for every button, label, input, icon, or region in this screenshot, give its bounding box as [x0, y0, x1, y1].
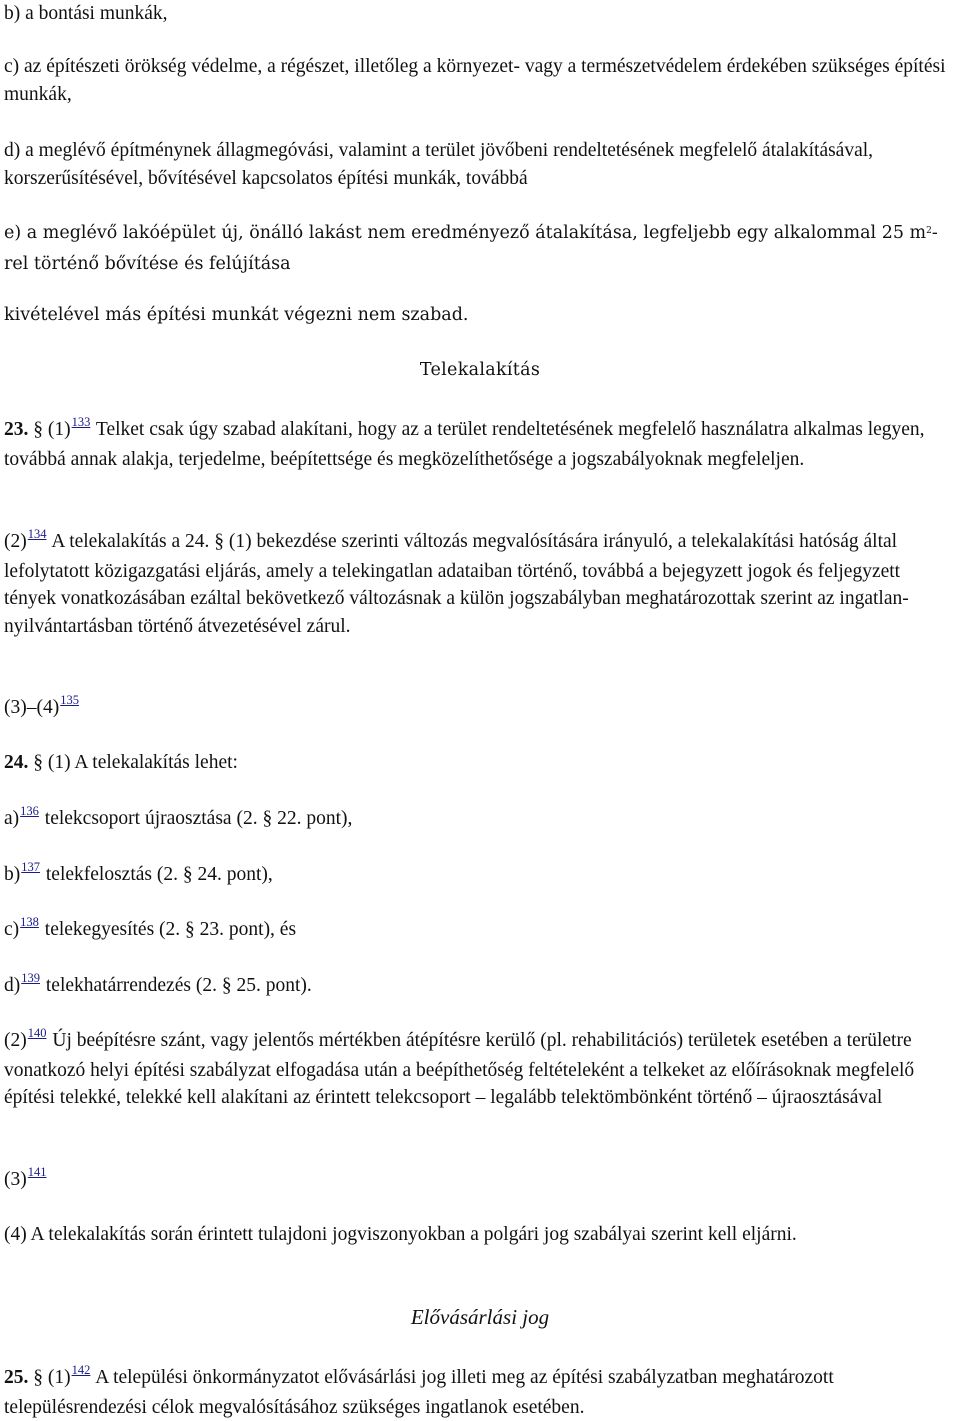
- item-text: telekhatárrendezés (2. § 25. pont).: [45, 975, 312, 996]
- section-number: 25.: [4, 1367, 29, 1388]
- section-24-paragraph-2: [4, 1027, 956, 1112]
- footnote-link-137[interactable]: 137: [21, 860, 40, 874]
- list-item-e-text: e) a meglévő lakóépület új, önálló lakást nem eredményező átalakítása, legfeljebb egy alkalommal 25 m: [4, 223, 927, 243]
- item-lead: c): [4, 919, 20, 940]
- paragraph-text: § (1) A telekalakítás lehet:: [33, 752, 238, 773]
- section-23-paragraph-2: [4, 528, 956, 640]
- item-lead: b): [4, 864, 21, 885]
- list-item-c2: [4, 916, 956, 946]
- item-lead: a): [4, 808, 20, 829]
- footnote-link-135[interactable]: 135: [60, 693, 79, 707]
- paragraph-lead: (2): [4, 1030, 27, 1051]
- list-item-e: [4, 219, 956, 278]
- superscript-2: 2: [926, 226, 932, 236]
- list-item-e-text-end: -rel történő bővítése és felújítása: [4, 223, 938, 274]
- section-23-paragraph-3-4: [4, 694, 956, 724]
- paragraph-lead: (1): [47, 419, 71, 440]
- item-text: telekegyesítés (2. § 23. pont), és: [44, 919, 297, 940]
- item-lead: d): [4, 975, 21, 996]
- section-heading-telekalakitas: Telekalakítás: [419, 360, 541, 380]
- paragraph-text: Új beépítésre szánt, vagy jelentős mértékben átépítésre kerülő (pl. rehabilitációs) területek esetében a területre vonatkozó helyi építési szabályzat elfogadása után a beépíthetőség feltételeként a telkeket az előírásoknak megfelelő építési telekké, telekké kell alakítani az érintett telekcsoport – legalább telektömbönként történő – újraosztásával: [4, 1030, 915, 1108]
- paragraph-text: A telekalakítás a 24. § (1) bekezdése szerinti változás megvalósítására irányuló, a telekalakítási hatóság által lefolytatott közigazgatási eljárás, amely a telekingatlan adataiban történő, továbbá a bejegyzett jogok és feljegyzett tények vonatkozásában ezáltal bekövetkező változásnak a külön jogszabályban meghatározottak szerint az ingatlan-nyilvántartásban történő átvezetésével zárul.: [4, 531, 909, 637]
- item-text: telekcsoport újraosztása (2. § 22. pont),: [44, 808, 353, 829]
- list-item-c: c) az építészeti örökség védelme, a régészet, illetőleg a környezet- vagy a természetvédelem érdekében szükséges építési munkák,: [4, 56, 946, 105]
- footnote-link-133[interactable]: 133: [71, 415, 91, 429]
- paragraph-text: A települési önkormányzatot elővásárlási jog illeti meg az építési szabályzatban meghatározott településrendezési célok megvalósításához szükséges ingatlanok esetében.: [4, 1367, 834, 1418]
- list-item-b2: [4, 861, 956, 891]
- list-item-d2: [4, 972, 956, 1002]
- section-number: 24.: [4, 752, 29, 773]
- footnote-link-141[interactable]: 141: [27, 1165, 47, 1179]
- section-24-paragraph-3: [4, 1166, 956, 1196]
- section-24-paragraph-1: [4, 749, 956, 777]
- paragraph-sign: §: [33, 419, 43, 440]
- section-heading-elovasarlasi-jog: Elővásárlási jog: [410, 1305, 550, 1329]
- section-24-paragraph-4: (4) A telekalakítás során érintett tulajdoni jogviszonyokban a polgári jog szabályai szerint kell eljárni.: [4, 1224, 797, 1245]
- paragraph-lead: (2): [4, 531, 27, 552]
- list-item-d: d) a meglévő építménynek állagmegóvási, valamint a terület jövőbeni rendeltetésének megfelelő átalakításával, korszerűsítésével, bővítésével kapcsolatos építési munkák, továbbá: [4, 140, 874, 189]
- footnote-link-139[interactable]: 139: [21, 971, 40, 985]
- paragraph-lead: § (1): [33, 1367, 71, 1388]
- list-item-a: [4, 805, 956, 835]
- footnote-link-136[interactable]: 136: [20, 804, 39, 818]
- footnote-link-134[interactable]: 134: [27, 527, 47, 541]
- section-23-paragraph-1: [4, 416, 956, 473]
- footnote-link-142[interactable]: 142: [71, 1363, 91, 1377]
- footnote-link-140[interactable]: 140: [27, 1026, 47, 1040]
- item-text: telekfelosztás (2. § 24. pont),: [45, 864, 273, 885]
- paragraph-text: Telket csak úgy szabad alakítani, hogy az a terület rendeltetésének megfelelő használatra alkalmas legyen, továbbá annak alakja, terjedelme, beépítettsége és megközelíthetősége a jogszabályoknak megfeleljen.: [4, 419, 925, 470]
- closing-sentence: kivételével más építési munkát végezni nem szabad.: [4, 305, 469, 325]
- section-number: 23.: [4, 419, 29, 440]
- list-item-b: b) a bontási munkák,: [4, 3, 168, 24]
- paragraph-lead: (3): [4, 1169, 27, 1190]
- paragraph-lead: (3)–(4): [4, 697, 60, 718]
- footnote-link-138[interactable]: 138: [20, 915, 39, 929]
- section-25-paragraph-1: [4, 1364, 956, 1421]
